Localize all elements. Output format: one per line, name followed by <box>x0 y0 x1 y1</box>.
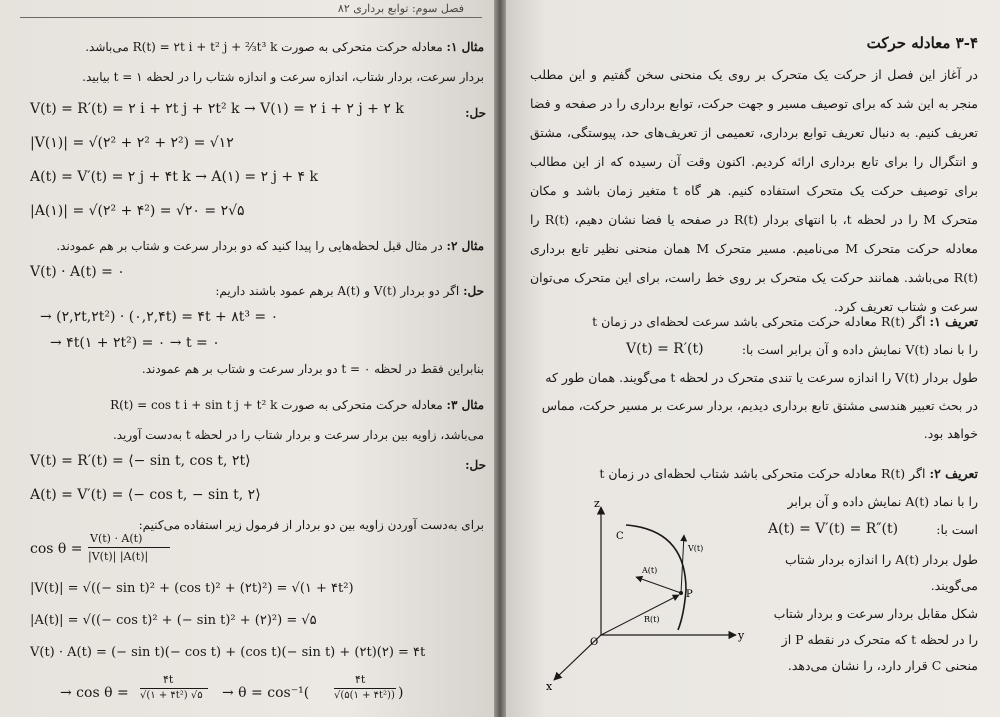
fraction-bar <box>334 688 396 689</box>
example-3-eq7-denominator: √(۱ + ۴t²) √۵ <box>140 690 203 701</box>
left-page <box>0 0 494 717</box>
velocity-vector <box>681 535 684 593</box>
origin-label: O <box>590 637 599 648</box>
example-2-text: در مثال قبل لحظه‌هایی را پیدا کنید که دو بردار سرعت و شتاب بر هم عمودند. <box>56 239 443 253</box>
fraction-bar <box>88 547 170 548</box>
definition-2-line1 <box>528 466 978 481</box>
example-3-eq3-denominator: |V(t)| |A(t)| <box>88 550 149 563</box>
example-3-eq3-lhs: cos θ = <box>30 541 83 557</box>
example-2-label: مثال ۲: <box>446 239 484 253</box>
definition-2-line4: طول بردار A(t) را اندازه بردار شتاب <box>785 552 978 567</box>
definition-1-label: تعریف ۱: <box>929 314 978 329</box>
right-page <box>506 0 1000 717</box>
example-3-eq2: A(t) = V′(t) = ⟨− cos t, − sin t, ۲⟩ <box>30 487 261 503</box>
acceleration-vector <box>636 577 681 593</box>
definition-2-label: تعریف ۲: <box>929 466 978 481</box>
position-vector <box>601 595 679 635</box>
example-2-eq2: → (۲,۲t,۲t²) · (۰,۲,۴t) = ۴t + ۸t³ = ۰ <box>40 309 279 325</box>
example-3-label: مثال ۳: <box>446 398 484 412</box>
example-3-eq7-denominator-2: √(۵(۱ + ۴t²)) <box>334 690 395 701</box>
example-2-eq3: → ۴t(۱ + ۲t²) = ۰ → t = ۰ <box>50 335 220 351</box>
example-1-text: معادله حرکت متحرکی به صورت R(t) = ۲t i + t² j + ⅔t³ k می‌باشد. <box>85 40 443 54</box>
point-p-marker <box>679 591 683 595</box>
example-1-question: بردار سرعت، بردار شتاب، اندازه سرعت و اندازه شتاب را در لحظه t = ۱ بیابید. <box>82 70 484 84</box>
example-3-eq1: V(t) = R′(t) = ⟨− sin t, cos t, ۲t⟩ <box>30 453 251 469</box>
example-3-eq3-numerator: V(t) · A(t) <box>90 532 143 545</box>
example-3-text: معادله حرکت متحرکی به صورت R(t) = cos t i + sin t j + t² k <box>110 398 443 412</box>
example-2-solution-label: حل: <box>463 284 484 298</box>
definition-2-line8: منحنی C قرار دارد، را نشان می‌دهد. <box>787 658 978 673</box>
example-3-sol-text: برای به‌دست آوردن زاویه بین دو بردار از فرمول زیر استفاده می‌کنیم: <box>138 518 484 532</box>
header-rule <box>20 17 482 18</box>
definition-2-line5: می‌گویند. <box>930 578 978 593</box>
example-1-label: مثال ۱: <box>446 40 484 54</box>
definition-1-line4: در بحث تعبیر هندسی مشتق تابع برداری دیدیم، بردار سرعت بر مسیر حرکت، مماس <box>541 398 978 413</box>
example-1-statement <box>14 40 484 55</box>
example-3-eq6: V(t) · A(t) = (− sin t)(− cos t) + (cos t)(− sin t) + (۲t)(۲) = ۴t <box>30 645 426 660</box>
definition-2-line7: را در لحظه t که متحرک در نقطه P از <box>781 632 978 647</box>
definition-2-formula: A(t) = V′(t) = R″(t) <box>768 521 899 537</box>
example-3-eq7-numerator: ۴t <box>163 673 174 686</box>
intro-paragraph: در آغاز این فصل از حرکت یک متحرک بر روی یک منحنی سخن گفتیم و این مطلب منجر به این شد که برای توصیف مسیر و جهت حرکت، توابع برداری را در صفحه و فضا تعریف کنیم. به دنبال تعریف توابع برداری، تعمیمی از تعریف‌های حد، پیوستگی، مشتق و انتگرال را برای تابع برداری ارائه کردیم. اکنون وقت آن رسیده که از این مطالب برای توصیف حرکت یک متحرک استفاده کنیم. هر گاه t متغیر زمان باشد و مکان متحرک M را در لحظه t، با انتهای بردار R(t) در صفحه یا فضا نشان دهیم، R(t) را معادله حرکت متحرک M می‌نامیم. مسیر متحرک M همان منحنی نظیر تابع برداری R(t) می‌باشد. همانند حرکت یک متحرک بر روی خط راست، برای این متحرک می‌توان سرعت و شتاب تعریف کرد. <box>530 67 979 314</box>
definition-1-formula: V(t) = R′(t) <box>626 341 704 357</box>
axis-label-z: z <box>594 497 600 510</box>
example-3-eq4: |V(t)| = √((− sin t)² + (cos t)² + (۲t)²) = √(۱ + ۴t²) <box>30 581 354 596</box>
example-3-eq7-mid: → θ = cos⁻¹( <box>222 685 310 701</box>
example-3-question: می‌باشد، زاویه بین بردار سرعت و بردار شتاب را در لحظه t به‌دست آورید. <box>112 428 484 442</box>
example-2-sol-text: اگر دو بردار V(t) و A(t) برهم عمود باشند داریم: <box>215 284 460 298</box>
example-1-eq4: |A(۱)| = √(۲² + ۴²) = √۲۰ = ۲√۵ <box>30 203 245 219</box>
section-title: ۳-۴ معادله حرکت <box>866 34 978 52</box>
example-3-statement <box>14 398 484 413</box>
example-3-eq7-lhs: → cos θ = <box>60 685 129 701</box>
example-3-eq5: |A(t)| = √((− cos t)² + (− sin t)² + (۲)²) = √۵ <box>30 613 317 628</box>
definition-2-line6: شکل مقابل بردار سرعت و بردار شتاب <box>773 606 978 621</box>
definition-2-text: اگر R(t) معادله حرکت متحرکی باشد شتاب لحظه‌ای در زمان t <box>599 466 926 481</box>
velocity-label: V(t) <box>688 544 704 553</box>
example-3-solution-label: حل: <box>465 458 486 472</box>
definition-1-line3: طول بردار V(t) را اندازه سرعت یا تندی متحرک در لحظه t می‌گویند. همان طور که <box>545 370 978 385</box>
definition-2-line2: را با نماد A(t) نمایش داده و آن برابر <box>787 494 978 509</box>
example-3-eq7-end: ) <box>398 685 404 701</box>
book-gutter <box>494 0 506 717</box>
example-3-eq7-numerator-2: ۴t <box>355 673 366 686</box>
position-label: R(t) <box>644 615 660 624</box>
motion-figure <box>536 495 756 695</box>
fraction-bar <box>140 688 208 689</box>
curve-label: C <box>616 531 624 542</box>
definition-1-line5: خواهد بود. <box>923 426 978 441</box>
example-2-conclusion: بنابراین فقط در لحظه t = ۰ دو بردار سرعت و شتاب بر هم عمودند. <box>141 362 484 376</box>
definition-1-line2: را با نماد V(t) نمایش داده و آن برابر است با: <box>741 342 978 357</box>
example-2-statement <box>14 239 484 254</box>
example-1-eq1: V(t) = R′(t) = ۲ i + ۲t j + ۲t² k → V(۱) = ۲ i + ۲ j + ۲ k <box>30 101 404 117</box>
definition-1-line1 <box>528 314 978 329</box>
example-2-solution-text <box>154 284 484 299</box>
acceleration-label: A(t) <box>642 566 658 575</box>
example-2-eq1: V(t) · A(t) = ۰ <box>30 264 125 280</box>
example-1-eq2: |V(۱)| = √(۲² + ۲² + ۲²) = √۱۲ <box>30 135 234 151</box>
point-label: P <box>686 589 693 600</box>
axis-label-y: y <box>738 629 745 642</box>
axis-label-x: x <box>546 680 553 693</box>
example-1-solution-label: حل: <box>465 106 486 120</box>
definition-1-text: اگر R(t) معادله حرکت متحرکی باشد سرعت لحظه‌ای در زمان t <box>592 314 926 329</box>
example-1-eq3: A(t) = V′(t) = ۲ j + ۴t k → A(۱) = ۲ j + ۴ k <box>30 169 318 185</box>
definition-2-line3: است با: <box>936 522 978 537</box>
page-header: فصل سوم: توابع برداری ۸۲ <box>337 2 464 15</box>
